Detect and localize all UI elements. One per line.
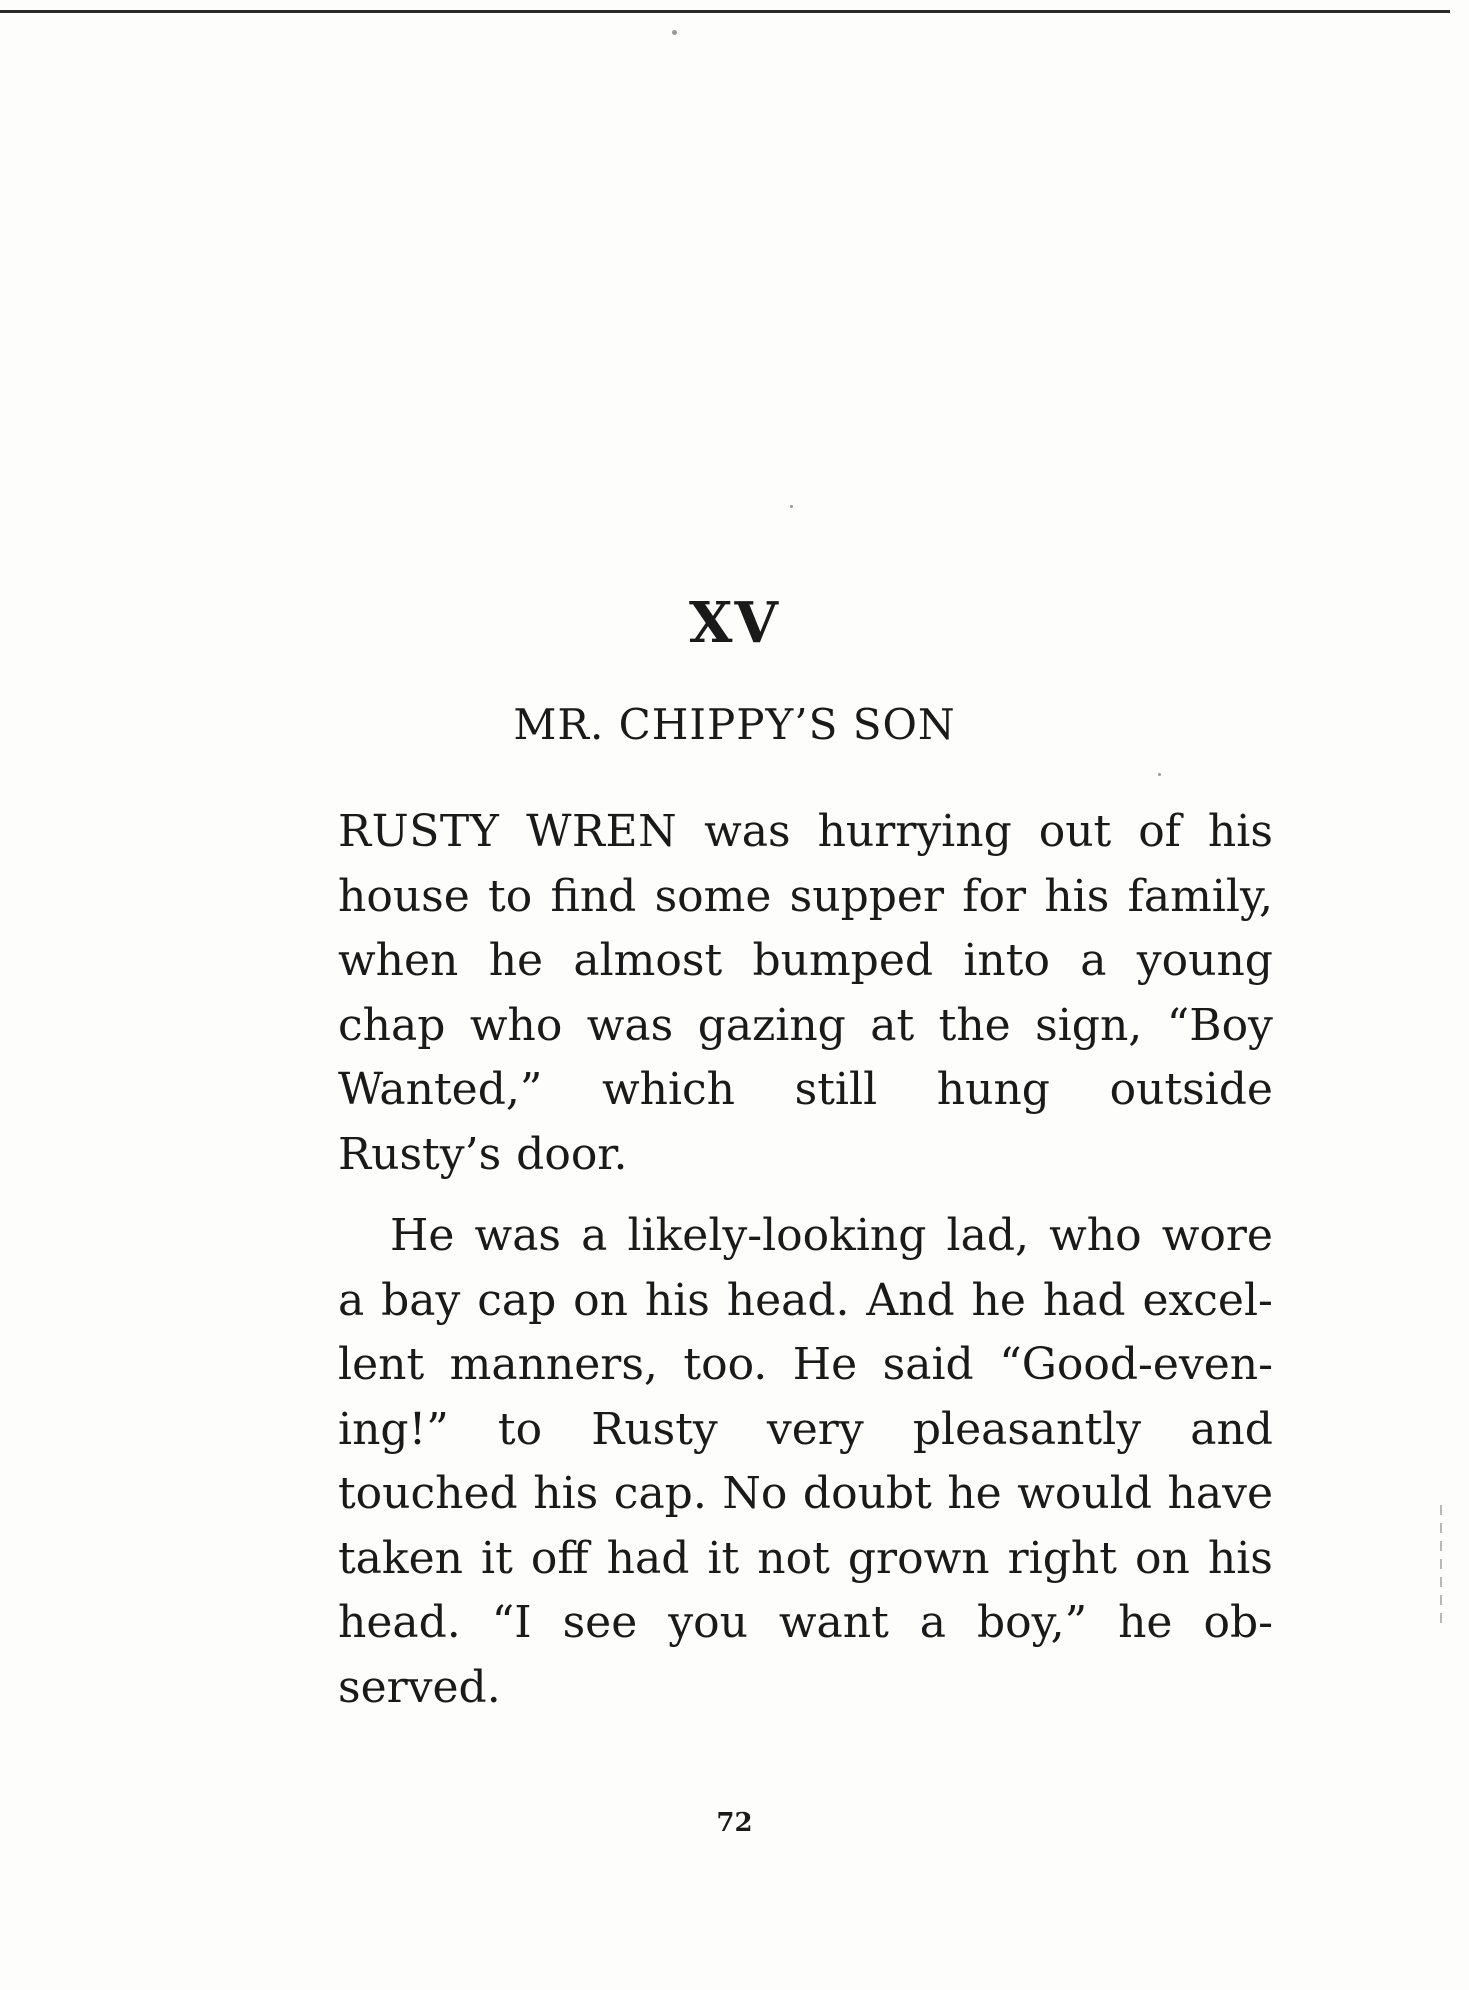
word: had: [606, 1532, 690, 1584]
print-speck: [790, 505, 793, 508]
word: his: [533, 1468, 599, 1519]
word: excel-: [1142, 1274, 1273, 1326]
text-line: [338, 929, 1273, 994]
text-line: [338, 865, 1273, 930]
text-line: [338, 1656, 1273, 1721]
word: door.: [516, 1128, 628, 1180]
word: find: [550, 870, 637, 922]
word: on: [573, 1274, 628, 1326]
word: at: [870, 999, 915, 1051]
word: Rusty’s: [338, 1128, 502, 1180]
word: wore: [1161, 1210, 1273, 1261]
page-number: 72: [716, 1808, 753, 1838]
paragraph: [338, 800, 1273, 1187]
word: it: [481, 1532, 513, 1584]
word: who: [469, 999, 563, 1051]
word: the: [938, 999, 1011, 1051]
text-line: [338, 1398, 1273, 1463]
word: was: [704, 806, 791, 857]
word: “I: [491, 1597, 532, 1648]
top-rule: [0, 10, 1450, 13]
word: a: [581, 1210, 608, 1261]
word: was: [474, 1210, 562, 1261]
text-line: [338, 1269, 1273, 1334]
word: his: [1044, 870, 1110, 922]
word: ing!”: [338, 1403, 449, 1455]
print-speck: [1158, 773, 1161, 776]
word: not: [757, 1532, 830, 1584]
word: a: [338, 1274, 365, 1326]
word: cap.: [613, 1468, 707, 1519]
word: head.: [338, 1597, 461, 1648]
word: cap: [477, 1274, 557, 1326]
word: too.: [683, 1339, 768, 1390]
print-speck: [672, 30, 677, 35]
word: served.: [338, 1661, 501, 1713]
word: on: [1135, 1532, 1190, 1584]
word: his: [644, 1274, 710, 1326]
word: had: [1042, 1274, 1126, 1326]
word: supper: [789, 870, 944, 922]
word: house: [338, 870, 470, 922]
word: And: [866, 1274, 955, 1326]
text-line: [338, 1591, 1273, 1656]
word: bumped: [752, 935, 934, 986]
word: see: [562, 1597, 638, 1648]
word: it: [707, 1532, 740, 1584]
word: his: [1207, 1532, 1273, 1584]
word: out: [1038, 806, 1112, 857]
word: some: [654, 870, 772, 922]
word: for: [962, 870, 1027, 922]
margin-mark: [1440, 1505, 1442, 1625]
word: lent: [338, 1339, 425, 1390]
word: RUSTY: [338, 806, 500, 857]
word: a: [1080, 935, 1107, 986]
word: a: [919, 1597, 946, 1648]
text-line: [338, 1527, 1273, 1592]
chapter-title: MR. CHIPPY’S SON: [513, 700, 956, 749]
word: “Boy: [1166, 999, 1273, 1051]
word: to: [497, 1403, 543, 1455]
text-line: [338, 1123, 1273, 1188]
word: to: [488, 870, 533, 922]
word: outside: [1109, 1064, 1273, 1115]
word: would: [1017, 1468, 1152, 1519]
word: No: [722, 1468, 788, 1519]
word: he: [1118, 1597, 1173, 1648]
word: boy,”: [976, 1597, 1088, 1648]
word: who: [1049, 1210, 1142, 1261]
body-text: [338, 800, 1273, 1720]
word: gazing: [697, 999, 846, 1051]
word: was: [586, 999, 674, 1051]
word: Rusty: [591, 1403, 718, 1455]
word: young: [1136, 935, 1273, 986]
word: bay: [381, 1274, 461, 1326]
paragraph: [338, 1204, 1273, 1720]
word: pleasantly: [912, 1403, 1142, 1455]
word: lad,: [946, 1210, 1029, 1261]
word: still: [794, 1064, 878, 1115]
text-line: [338, 1462, 1273, 1527]
word: “Good-even-: [999, 1339, 1273, 1390]
word: taken: [338, 1532, 463, 1584]
text-line: [338, 1333, 1273, 1398]
word: hung: [936, 1064, 1050, 1115]
word: chap: [338, 999, 446, 1051]
word: grown: [847, 1532, 990, 1584]
word: WREN: [526, 806, 678, 857]
word: you: [668, 1597, 748, 1648]
word: he: [971, 1274, 1026, 1326]
text-line: [338, 800, 1273, 865]
word: Wanted,”: [338, 1064, 543, 1115]
text-line: [338, 994, 1273, 1059]
word: hurrying: [817, 806, 1012, 857]
word: of: [1138, 806, 1181, 857]
word: sign,: [1035, 999, 1143, 1051]
word: likely-looking: [627, 1210, 927, 1261]
word: right: [1007, 1532, 1117, 1584]
word: He: [390, 1210, 455, 1261]
word: off: [530, 1532, 589, 1584]
word: touched: [338, 1468, 518, 1519]
word: which: [601, 1064, 736, 1115]
text-line: [338, 1204, 1273, 1269]
word: He: [792, 1339, 858, 1390]
word: said: [882, 1339, 974, 1390]
word: family,: [1127, 870, 1273, 922]
word: when: [338, 935, 459, 986]
word: and: [1190, 1403, 1273, 1455]
word: very: [766, 1403, 864, 1455]
word: into: [963, 935, 1050, 986]
chapter-number: XV: [689, 590, 780, 656]
word: his: [1207, 806, 1273, 857]
word: manners,: [449, 1339, 658, 1390]
word: almost: [573, 935, 723, 986]
word: want: [778, 1597, 889, 1648]
word: he: [947, 1468, 1002, 1519]
word: have: [1167, 1468, 1273, 1519]
word: he: [488, 935, 544, 986]
word: ob-: [1203, 1597, 1273, 1648]
word: doubt: [802, 1468, 932, 1519]
text-line: [338, 1058, 1273, 1123]
word: head.: [726, 1274, 850, 1326]
